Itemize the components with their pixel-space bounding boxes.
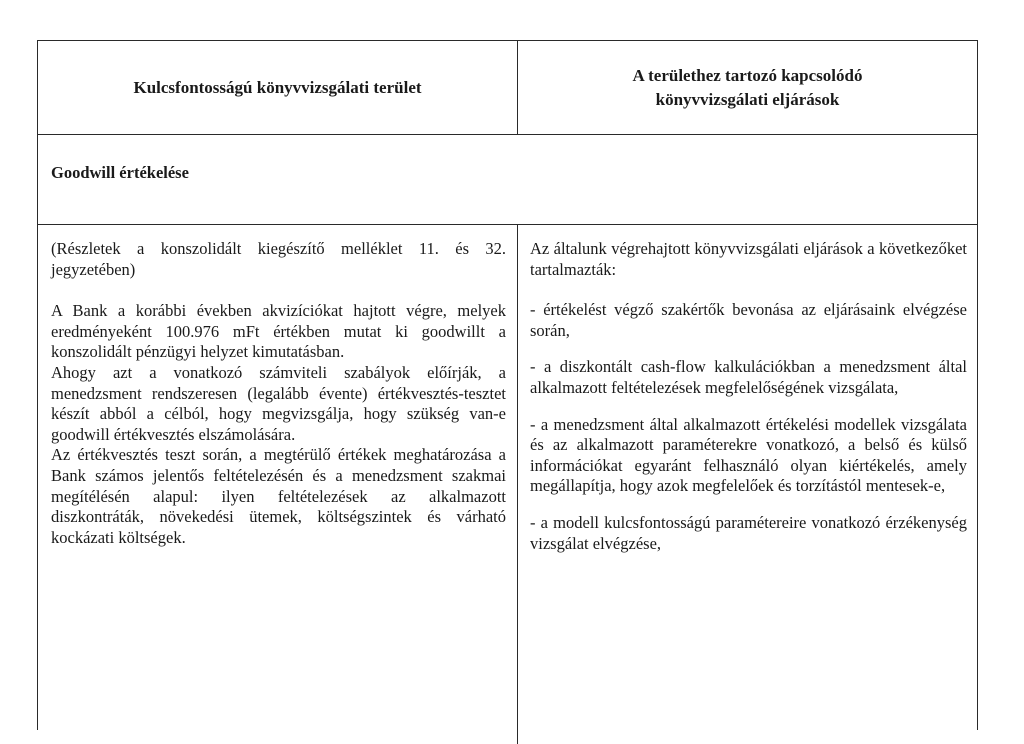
section-divider xyxy=(38,224,977,225)
right-intro: Az általunk végrehajtott könyvvizsgálati eljárások a következőket tartalmazták: xyxy=(530,239,967,279)
right-item-2: - a diszkontált cash-flow kalkulációkban a menedzsment által alkalmazott feltételezések megfelelőségének vizsgálata, xyxy=(530,357,967,397)
right-item-4: - a modell kulcsfontosságú paramétereire vonatkozó érzékenység vizsgálat elvégzése, xyxy=(530,512,967,553)
left-paragraph-1: (Részletek a konszolidált kiegészítő melléklet 11. és 32. jegyzetében) xyxy=(51,239,506,279)
right-column xyxy=(530,239,967,554)
header-related-procedures-line1: A területhez tartozó kapcsolódó xyxy=(632,65,863,85)
left-column xyxy=(51,239,506,548)
header-key-audit-area-text: Kulcsfontosságú könyvvizsgálati terület xyxy=(133,77,422,97)
right-item-3: - a menedzsment által alkalmazott értékelési modellek vizsgálata és az alkalmazott paraméterekre vonatkozó, a belső és külső információkat egyaránt felhasználó olyan kiértékelés, amely megállapítja, hogy azok megfelelőek és torzítástól mentesek-e, xyxy=(530,414,967,496)
audit-matters-table xyxy=(37,40,978,730)
left-paragraph-3: Ahogy azt a vonatkozó számviteli szabályok előírják, a menedzsment rendszeresen (legalább évente) értékvesztés-tesztet készít abból a célból, hogy megvizsgálja, hogy szükség van-e goodwill értékvesztés elszámolására. xyxy=(51,362,506,444)
right-item-1: - értékelést végző szakértők bevonása az eljárásaink elvégzése során, xyxy=(530,300,967,340)
section-title: Goodwill értékelése xyxy=(51,163,189,182)
header-related-procedures-line2: könyvvizsgálati eljárások xyxy=(655,89,840,109)
left-paragraph-4: Az értékvesztés teszt során, a megtérülő értékek meghatározása a Bank számos jelentős feltételezésén és a menedzsment szakmai megítélésén alapul: ilyen feltételezések az alkalmazott diszkontráták, növekedési ütemek, költségszintek és várható kockázati költségek. xyxy=(51,445,506,547)
header-related-procedures xyxy=(518,41,977,134)
header-divider xyxy=(38,134,977,135)
left-paragraph-2: A Bank a korábbi években akvizíciókat hajtott végre, melyek eredményeként 100.976 mFt értékben mutat ki goodwillt a konszolidált pénzügyi helyzet kimutatásban. xyxy=(51,301,506,362)
header-key-audit-area xyxy=(38,41,517,134)
column-divider-bottom xyxy=(517,224,518,744)
